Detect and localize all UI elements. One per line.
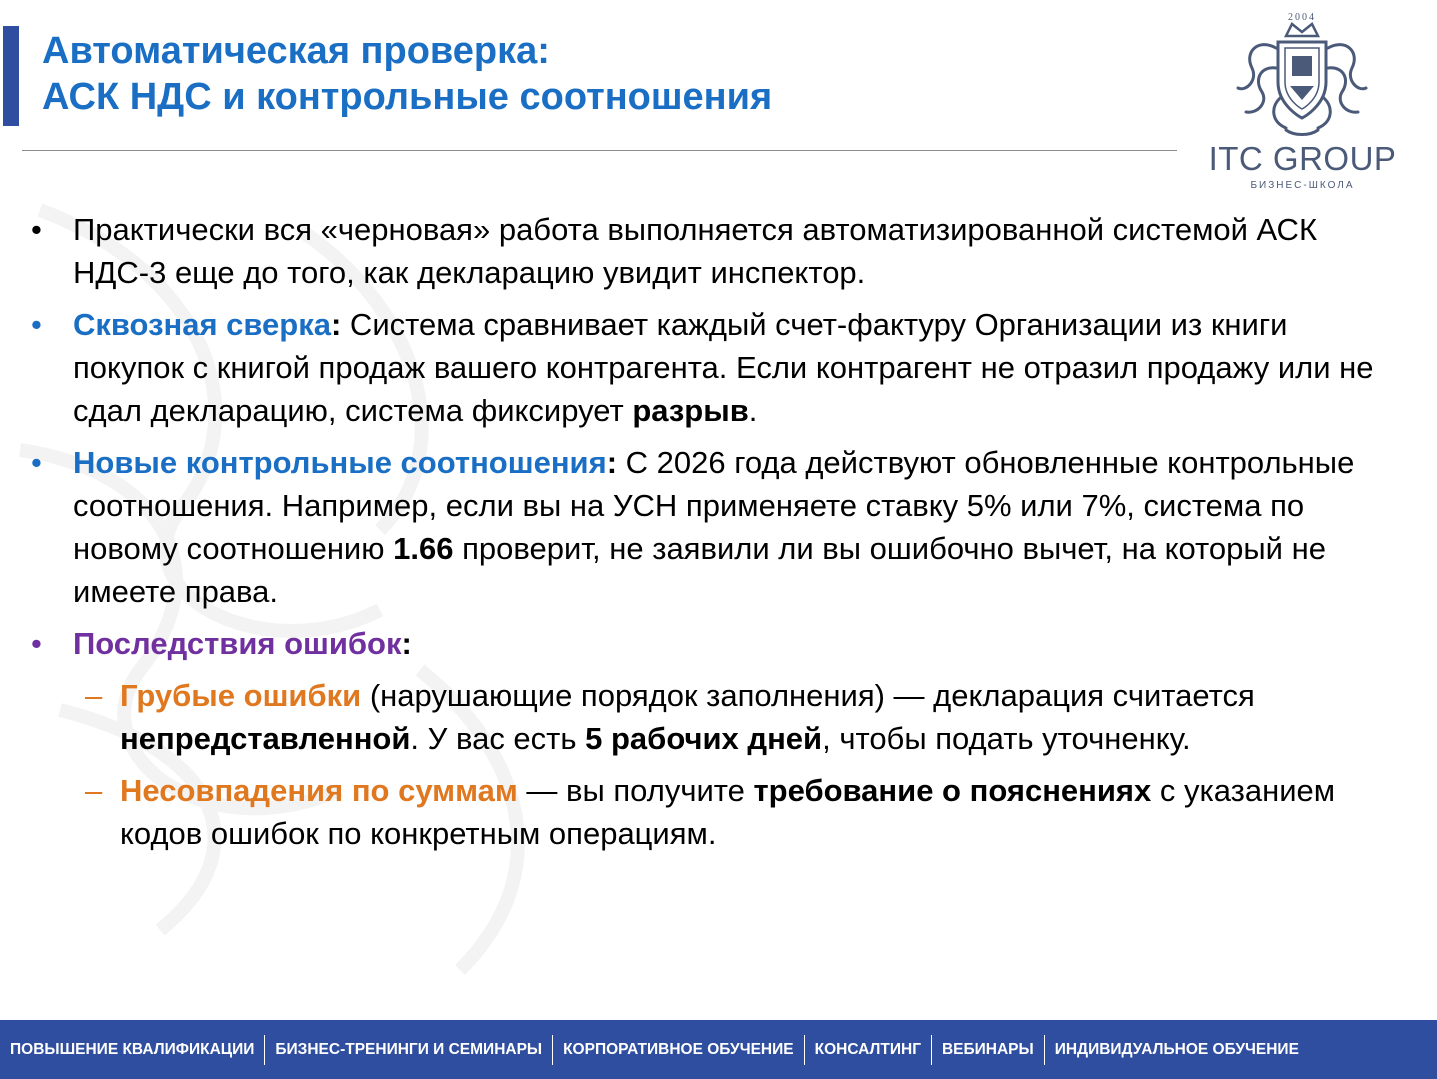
sub-bullet-text: . У вас есть [410, 721, 586, 756]
itc-group-logo [1200, 8, 1405, 193]
logo-subtitle: БИЗНЕС-ШКОЛА [1250, 180, 1355, 191]
bullet-item [0, 441, 1437, 613]
bullet-marker: • [31, 626, 42, 661]
bullet-text: . [748, 393, 758, 428]
bullet-marker: • [31, 445, 42, 480]
bullet-marker: • [31, 212, 42, 247]
logo-year: 2004 [1288, 12, 1316, 23]
sub-bullet-lead: Грубые ошибки [120, 678, 362, 713]
footer-services-bar [0, 1020, 1437, 1079]
bullet-item [0, 622, 1437, 665]
footer-item-webinars: ВЕБИНАРЫ [941, 1040, 1034, 1058]
bullet-marker: • [31, 307, 42, 342]
bullet-colon: : [606, 445, 618, 480]
bullet-emphasis: 1.66 [393, 531, 454, 566]
footer-item-consulting: КОНСАЛТИНГ [814, 1040, 921, 1058]
title-line-2: АСК НДС и контрольные соотношения [42, 76, 773, 118]
dash-marker: – [85, 678, 103, 713]
bullet-colon: : [330, 307, 342, 342]
sub-bullet-text: — вы получите [517, 773, 754, 808]
bullet-text: Система сравнивает каждый счет-фактуру Организации из книги покупок с книгой продаж вашего контрагента. Если контрагент не отразил продажу или не сдал декларацию, система фиксирует [73, 307, 1374, 428]
header-divider [22, 150, 1177, 151]
bullet-list [0, 208, 1437, 864]
title-accent-bar [3, 26, 19, 126]
sub-bullet-item [0, 674, 1437, 760]
dash-marker: – [85, 773, 103, 808]
sub-bullet-text: (нарушающие порядок заполнения) — декларация считается [361, 678, 1255, 713]
page-title [42, 28, 772, 120]
sub-bullet-emphasis: 5 рабочих дней [585, 721, 823, 756]
sub-bullet-emphasis: требование о пояснениях [753, 773, 1152, 808]
crest-emblem-icon [1232, 8, 1372, 140]
sub-bullet-emphasis: непредставленной [120, 721, 411, 756]
bullet-lead: Последствия ошибок [73, 626, 402, 661]
bullet-item [0, 208, 1437, 294]
bullet-colon: : [401, 626, 412, 661]
bullet-lead: Новые контрольные соотношения [73, 445, 607, 480]
bullet-text: С 2026 года действуют обновленные контрольные соотношения. Например, если вы на УСН применяете ставку 5% или 7%, система по новому соотношению [73, 445, 1355, 566]
footer-item-trainings: БИЗНЕС-ТРЕНИНГИ И СЕМИНАРЫ [275, 1040, 543, 1058]
bullet-item [0, 303, 1437, 432]
sub-bullet-text: , чтобы подать уточненку. [822, 721, 1191, 756]
logo-name: ITC GROUP [1208, 140, 1397, 177]
sub-bullet-lead: Несовпадения по суммам [120, 773, 518, 808]
bullet-text: Практически вся «черновая» работа выполняется автоматизированной системой АСК НДС-3 еще до того, как декларацию увидит инспектор. [73, 212, 1317, 290]
footer-item-corporate: КОРПОРАТИВНОЕ ОБУЧЕНИЕ [563, 1040, 794, 1058]
bullet-text: проверит, не заявили ли вы ошибочно вычет, на который не имеете права. [73, 531, 1326, 609]
footer-item-qualification: ПОВЫШЕНИЕ КВАЛИФИКАЦИИ [10, 1040, 255, 1058]
bullet-emphasis: разрыв [632, 393, 749, 428]
bullet-lead: Сквозная сверка [73, 307, 331, 342]
sub-bullet-text: с указанием кодов ошибок по конкретным операциям. [120, 773, 1336, 851]
sub-bullet-item [0, 769, 1437, 855]
title-line-1: Автоматическая проверка: [42, 30, 550, 72]
footer-item-individual: ИНДИВИДУАЛЬНОЕ ОБУЧЕНИЕ [1054, 1040, 1299, 1058]
